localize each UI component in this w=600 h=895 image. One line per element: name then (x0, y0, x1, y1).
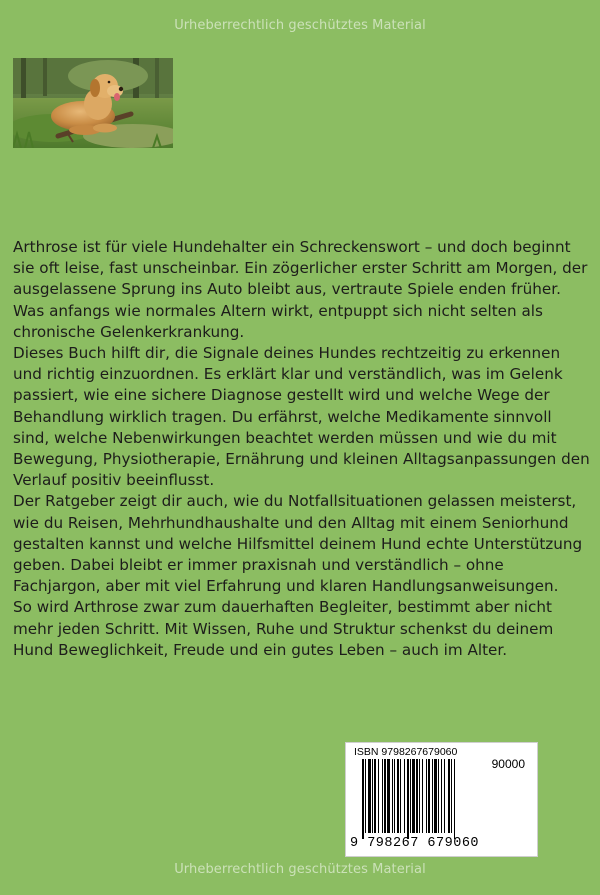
barcode-bar (407, 759, 409, 839)
barcode-bar (410, 759, 411, 833)
barcode-bar (426, 759, 427, 833)
barcode-bar (362, 759, 364, 839)
barcode-bar (387, 759, 390, 833)
barcode-bar (441, 759, 442, 833)
barcode-bar (372, 759, 373, 833)
dog-photo (13, 58, 173, 148)
barcode-bar (434, 759, 437, 833)
isbn-barcode (345, 742, 538, 857)
barcode-bar (397, 759, 399, 833)
barcode-bar (392, 759, 393, 833)
barcode-bar (454, 759, 455, 839)
isbn-digits: 9 798267 679060 (350, 836, 480, 851)
barcode-bar (378, 759, 379, 833)
barcode-bars (362, 759, 480, 839)
barcode-bar (448, 759, 450, 833)
blurb-paragraph-1: Arthrose ist für viele Hundehalter ein Schreckenswort – und doch beginnt sie oft leise, fast unscheinbar. Ein zögerlicher erster Schritt am Morgen, der ausgelassene Sprung ins Auto bleibt aus, vertraute Spiele enden früher. Was anfangs wie normales Altern wirkt, entpuppt sich nicht selten als chronische Gelenkerkrankung. (13, 238, 588, 341)
back-cover-blurb (13, 237, 591, 661)
barcode-bar (374, 759, 376, 833)
barcode-bar (368, 759, 371, 833)
watermark-bottom: Urheberrechtlich geschütztes Material (174, 862, 426, 877)
price-code: 90000 (491, 757, 525, 771)
barcode-bar (384, 759, 386, 833)
barcode-bar (412, 759, 415, 833)
barcode-bar (394, 759, 395, 833)
barcode-bar (404, 759, 405, 833)
barcode-bar (382, 759, 383, 833)
blurb-paragraph-4: So wird Arthrose zwar zum dauerhaften Begleiter, bestimmt aber nicht mehr jeden Schritt. Mit Wissen, Ruhe und Struktur schenkst du deinem Hund Beweglichkeit, Freude und ein gutes Leben – auch im Alter. (13, 598, 554, 659)
barcode-bar (422, 759, 423, 833)
barcode-bar (419, 759, 420, 833)
isbn-label: ISBN 9798267679060 (354, 746, 458, 758)
barcode-bar (451, 759, 452, 833)
barcode-bar (438, 759, 439, 833)
barcode-bar (432, 759, 433, 833)
barcode-bar (416, 759, 418, 833)
barcode-bar (365, 759, 366, 833)
blurb-paragraph-2: Dieses Buch hilft dir, die Signale deines Hundes rechtzeitig zu erkennen und richtig einzuordnen. Es erklärt klar und verständlich, was im Gelenk passiert, wie eine sichere Diagnose gestellt wird und welche Wege der Behandlung wirklich tragen. Du erfährst, welche Medikamente sinnvoll sind, welche Nebenwirkungen beachtet werden müssen und wie du mit Bewegung, Physiotherapie, Ernährung und kleinen Alltagsanpassungen den Verlauf positiv beeinflusst. (13, 344, 590, 490)
blurb-paragraph-3: Der Ratgeber zeigt dir auch, wie du Notfallsituationen gelassen meisterst, wie du Reisen, Mehrhundhaushalte und den Alltag mit einem Seniorhund gestalten kannst und welche Hilfsmittel deinem Hund echte Unterstützung geben. Dabei bleibt er immer praxisnah und verständlich – ohne Fachjargon, aber mit viel Erfahrung und klaren Handlungsanweisungen. (13, 492, 583, 596)
barcode-bar (444, 759, 445, 833)
barcode-bar (400, 759, 401, 833)
watermark-top: Urheberrechtlich geschütztes Material (174, 18, 426, 33)
barcode-bar (428, 759, 430, 833)
